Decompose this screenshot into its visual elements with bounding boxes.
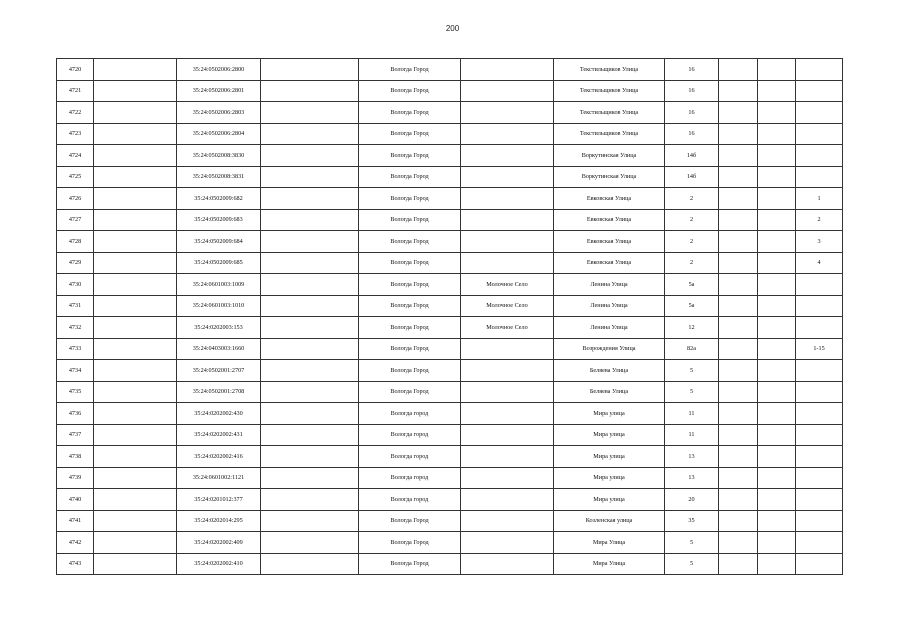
cell-cadastral-number: 35:24:0502009:682 — [177, 188, 261, 210]
cell-apartment — [796, 424, 843, 446]
cell-city: Вологда Город — [359, 553, 461, 575]
cell-street: Мира улица — [554, 467, 665, 489]
cell-building — [719, 274, 758, 296]
cell-structure — [758, 381, 796, 403]
cell-cadastral-number: 35:24:0502009:684 — [177, 231, 261, 253]
cell-row-number: 4735 — [57, 381, 94, 403]
cell-apartment — [796, 295, 843, 317]
cell-empty — [94, 145, 177, 167]
cell-empty — [94, 102, 177, 124]
cell-building — [719, 252, 758, 274]
cell-city: Вологда город — [359, 446, 461, 468]
cell-settlement — [461, 209, 554, 231]
cell-empty — [261, 553, 359, 575]
cell-structure — [758, 80, 796, 102]
cell-empty — [261, 59, 359, 81]
cell-house: 14б — [665, 145, 719, 167]
cell-house: 16 — [665, 102, 719, 124]
cell-building — [719, 360, 758, 382]
table-row — [57, 317, 843, 339]
cell-structure — [758, 532, 796, 554]
cell-street: Ленина Улица — [554, 274, 665, 296]
table-row — [57, 424, 843, 446]
cell-settlement: Молочное Село — [461, 274, 554, 296]
cell-structure — [758, 145, 796, 167]
cell-house: 5 — [665, 532, 719, 554]
cell-settlement — [461, 403, 554, 425]
cell-building — [719, 424, 758, 446]
table-row — [57, 166, 843, 188]
cell-city: Вологда город — [359, 467, 461, 489]
cell-building — [719, 188, 758, 210]
cell-row-number: 4734 — [57, 360, 94, 382]
cell-street: Ленина Улица — [554, 295, 665, 317]
cell-settlement — [461, 188, 554, 210]
cell-settlement — [461, 338, 554, 360]
cell-structure — [758, 403, 796, 425]
cell-apartment — [796, 467, 843, 489]
cell-row-number: 4737 — [57, 424, 94, 446]
cell-street: Текстильщиков Улица — [554, 80, 665, 102]
cell-empty — [94, 510, 177, 532]
cell-row-number: 4728 — [57, 231, 94, 253]
cell-apartment — [796, 403, 843, 425]
cell-empty — [261, 317, 359, 339]
cell-empty — [261, 446, 359, 468]
cell-structure — [758, 252, 796, 274]
cell-house: 5 — [665, 381, 719, 403]
cell-cadastral-number: 35:24:0202003:153 — [177, 317, 261, 339]
cell-structure — [758, 467, 796, 489]
table-row — [57, 360, 843, 382]
cell-empty — [261, 489, 359, 511]
cell-structure — [758, 209, 796, 231]
cell-cadastral-number: 35:24:0502009:683 — [177, 209, 261, 231]
cell-house: 20 — [665, 489, 719, 511]
cell-city: Вологда Город — [359, 274, 461, 296]
cell-row-number: 4720 — [57, 59, 94, 81]
cell-street: Возрождения Улица — [554, 338, 665, 360]
cell-apartment: 1 — [796, 188, 843, 210]
cell-structure — [758, 274, 796, 296]
cell-empty — [94, 424, 177, 446]
table-row — [57, 489, 843, 511]
cell-apartment — [796, 59, 843, 81]
cell-building — [719, 381, 758, 403]
cell-building — [719, 553, 758, 575]
cell-settlement — [461, 252, 554, 274]
cell-row-number: 4733 — [57, 338, 94, 360]
cell-house: 16 — [665, 59, 719, 81]
cell-city: Вологда Город — [359, 145, 461, 167]
cell-apartment — [796, 274, 843, 296]
cell-building — [719, 446, 758, 468]
cell-city: Вологда Город — [359, 252, 461, 274]
table-row — [57, 188, 843, 210]
cell-empty — [94, 489, 177, 511]
page-number: 200 — [445, 24, 460, 33]
table-row — [57, 295, 843, 317]
table-row — [57, 553, 843, 575]
cell-city: Вологда Город — [359, 317, 461, 339]
cell-cadastral-number: 35:24:0502006:2800 — [177, 59, 261, 81]
cell-building — [719, 209, 758, 231]
cell-cadastral-number: 35:24:0502008:3831 — [177, 166, 261, 188]
cell-empty — [94, 338, 177, 360]
cell-empty — [261, 209, 359, 231]
cell-cadastral-number: 35:24:0202002:410 — [177, 553, 261, 575]
cell-house: 14б — [665, 166, 719, 188]
cell-house: 16 — [665, 80, 719, 102]
cell-empty — [94, 274, 177, 296]
cell-row-number: 4731 — [57, 295, 94, 317]
cell-settlement — [461, 446, 554, 468]
table-row — [57, 102, 843, 124]
cell-structure — [758, 231, 796, 253]
cell-building — [719, 80, 758, 102]
cell-city: Вологда Город — [359, 80, 461, 102]
cell-cadastral-number: 35:24:0202014:295 — [177, 510, 261, 532]
cell-settlement — [461, 231, 554, 253]
cell-row-number: 4725 — [57, 166, 94, 188]
cell-settlement — [461, 145, 554, 167]
cell-empty — [94, 166, 177, 188]
cell-apartment — [796, 381, 843, 403]
cell-city: Вологда Город — [359, 338, 461, 360]
cell-structure — [758, 446, 796, 468]
cell-apartment — [796, 317, 843, 339]
cell-cadastral-number: 35:24:0202002:431 — [177, 424, 261, 446]
cell-city: Вологда город — [359, 403, 461, 425]
cell-street: Воркутинская Улица — [554, 166, 665, 188]
cell-building — [719, 231, 758, 253]
cell-apartment — [796, 510, 843, 532]
cell-empty — [94, 317, 177, 339]
cell-row-number: 4722 — [57, 102, 94, 124]
cell-street: Евковская Улица — [554, 209, 665, 231]
cell-empty — [261, 360, 359, 382]
cell-row-number: 4742 — [57, 532, 94, 554]
cell-house: 12 — [665, 317, 719, 339]
table-row — [57, 80, 843, 102]
cell-street: Мира Улица — [554, 553, 665, 575]
cell-structure — [758, 295, 796, 317]
cell-cadastral-number: 35:24:0601002:1121 — [177, 467, 261, 489]
cell-building — [719, 317, 758, 339]
cell-empty — [261, 123, 359, 145]
cell-street: Евковская Улица — [554, 231, 665, 253]
table-row — [57, 209, 843, 231]
cell-empty — [94, 446, 177, 468]
cell-row-number: 4743 — [57, 553, 94, 575]
cell-settlement: Молочное Село — [461, 295, 554, 317]
cell-row-number: 4721 — [57, 80, 94, 102]
cell-cadastral-number: 35:24:0202002:416 — [177, 446, 261, 468]
cell-building — [719, 59, 758, 81]
table-row — [57, 532, 843, 554]
cell-structure — [758, 123, 796, 145]
cell-empty — [94, 80, 177, 102]
table-row — [57, 123, 843, 145]
cell-house: 82а — [665, 338, 719, 360]
cell-structure — [758, 489, 796, 511]
cell-apartment — [796, 166, 843, 188]
cell-empty — [94, 553, 177, 575]
cell-city: Вологда Город — [359, 532, 461, 554]
cell-row-number: 4739 — [57, 467, 94, 489]
cell-empty — [94, 381, 177, 403]
cell-apartment — [796, 553, 843, 575]
cell-structure — [758, 338, 796, 360]
cell-settlement — [461, 360, 554, 382]
cell-city: Вологда Город — [359, 123, 461, 145]
cell-empty — [261, 80, 359, 102]
registry-table-body — [57, 59, 843, 575]
cell-cadastral-number: 35:24:0502006:2801 — [177, 80, 261, 102]
cell-house: 16 — [665, 123, 719, 145]
cell-house: 5а — [665, 274, 719, 296]
cell-house: 2 — [665, 252, 719, 274]
cell-structure — [758, 317, 796, 339]
cell-street: Мира улица — [554, 446, 665, 468]
cell-empty — [261, 231, 359, 253]
cell-empty — [94, 59, 177, 81]
cell-house: 5 — [665, 360, 719, 382]
cell-empty — [261, 532, 359, 554]
cell-settlement: Молочное Село — [461, 317, 554, 339]
cell-cadastral-number: 35:24:0502001:2707 — [177, 360, 261, 382]
cell-settlement — [461, 553, 554, 575]
cell-empty — [94, 403, 177, 425]
cell-structure — [758, 188, 796, 210]
cell-settlement — [461, 467, 554, 489]
cell-empty — [94, 467, 177, 489]
cell-street: Мира улица — [554, 403, 665, 425]
cell-structure — [758, 102, 796, 124]
cell-apartment — [796, 489, 843, 511]
cell-street: Ленина Улица — [554, 317, 665, 339]
cell-house: 5а — [665, 295, 719, 317]
cell-building — [719, 489, 758, 511]
cell-street: Козленская улица — [554, 510, 665, 532]
cell-cadastral-number: 35:24:0502008:3830 — [177, 145, 261, 167]
cell-structure — [758, 510, 796, 532]
cell-house: 2 — [665, 209, 719, 231]
cell-empty — [94, 360, 177, 382]
cell-row-number: 4741 — [57, 510, 94, 532]
cell-street: Текстильщиков Улица — [554, 102, 665, 124]
cell-apartment — [796, 532, 843, 554]
cell-cadastral-number: 35:24:0601003:1009 — [177, 274, 261, 296]
cell-empty — [261, 403, 359, 425]
cell-cadastral-number: 35:24:0601003:1010 — [177, 295, 261, 317]
cell-settlement — [461, 489, 554, 511]
cell-city: Вологда Город — [359, 102, 461, 124]
cell-row-number: 4729 — [57, 252, 94, 274]
cell-row-number: 4724 — [57, 145, 94, 167]
table-row — [57, 252, 843, 274]
cell-cadastral-number: 35:24:0502009:685 — [177, 252, 261, 274]
cell-settlement — [461, 532, 554, 554]
cell-street: Мира улица — [554, 424, 665, 446]
cell-building — [719, 145, 758, 167]
table-row — [57, 59, 843, 81]
registry-table — [56, 58, 843, 575]
cell-settlement — [461, 510, 554, 532]
cell-street: Текстильщиков Улица — [554, 59, 665, 81]
cell-settlement — [461, 59, 554, 81]
cell-city: Вологда Город — [359, 295, 461, 317]
cell-apartment — [796, 446, 843, 468]
cell-empty — [94, 231, 177, 253]
cell-street: Беляева Улица — [554, 360, 665, 382]
cell-house: 5 — [665, 553, 719, 575]
cell-row-number: 4736 — [57, 403, 94, 425]
cell-empty — [261, 424, 359, 446]
cell-empty — [94, 209, 177, 231]
cell-cadastral-number: 35:24:0202002:430 — [177, 403, 261, 425]
cell-settlement — [461, 102, 554, 124]
cell-building — [719, 338, 758, 360]
cell-cadastral-number: 35:24:0201012:377 — [177, 489, 261, 511]
cell-street: Воркутинская Улица — [554, 145, 665, 167]
cell-building — [719, 123, 758, 145]
cell-row-number: 4740 — [57, 489, 94, 511]
cell-apartment — [796, 123, 843, 145]
cell-structure — [758, 166, 796, 188]
cell-house: 2 — [665, 231, 719, 253]
cell-apartment: 3 — [796, 231, 843, 253]
cell-structure — [758, 424, 796, 446]
cell-city: Вологда Город — [359, 360, 461, 382]
table-row — [57, 446, 843, 468]
cell-cadastral-number: 35:24:0403003:1660 — [177, 338, 261, 360]
cell-apartment: 4 — [796, 252, 843, 274]
cell-cadastral-number: 35:24:0202002:409 — [177, 532, 261, 554]
cell-settlement — [461, 123, 554, 145]
cell-row-number: 4727 — [57, 209, 94, 231]
cell-building — [719, 403, 758, 425]
cell-street: Мира улица — [554, 489, 665, 511]
cell-row-number: 4730 — [57, 274, 94, 296]
cell-empty — [261, 510, 359, 532]
cell-apartment — [796, 145, 843, 167]
cell-house: 11 — [665, 424, 719, 446]
cell-empty — [261, 295, 359, 317]
cell-settlement — [461, 166, 554, 188]
cell-apartment — [796, 102, 843, 124]
cell-row-number: 4732 — [57, 317, 94, 339]
cell-empty — [261, 102, 359, 124]
cell-city: Вологда Город — [359, 510, 461, 532]
cell-house: 13 — [665, 467, 719, 489]
cell-cadastral-number: 35:24:0502001:2708 — [177, 381, 261, 403]
cell-empty — [261, 338, 359, 360]
cell-building — [719, 166, 758, 188]
cell-empty — [261, 166, 359, 188]
cell-city: Вологда Город — [359, 166, 461, 188]
cell-empty — [94, 252, 177, 274]
cell-street: Беляева Улица — [554, 381, 665, 403]
cell-cadastral-number: 35:24:0502006:2804 — [177, 123, 261, 145]
table-row — [57, 381, 843, 403]
table-row — [57, 231, 843, 253]
cell-row-number: 4723 — [57, 123, 94, 145]
cell-street: Текстильщиков Улица — [554, 123, 665, 145]
cell-settlement — [461, 80, 554, 102]
cell-cadastral-number: 35:24:0502006:2803 — [177, 102, 261, 124]
cell-building — [719, 295, 758, 317]
cell-house: 35 — [665, 510, 719, 532]
cell-building — [719, 467, 758, 489]
cell-apartment — [796, 360, 843, 382]
cell-city: Вологда город — [359, 424, 461, 446]
cell-city: Вологда город — [359, 489, 461, 511]
table-row — [57, 403, 843, 425]
cell-empty — [94, 532, 177, 554]
cell-empty — [261, 145, 359, 167]
table-row — [57, 274, 843, 296]
cell-empty — [261, 381, 359, 403]
cell-apartment: 1-15 — [796, 338, 843, 360]
cell-row-number: 4738 — [57, 446, 94, 468]
cell-empty — [261, 274, 359, 296]
cell-street: Евковская Улица — [554, 252, 665, 274]
cell-structure — [758, 59, 796, 81]
table-row — [57, 338, 843, 360]
cell-street: Евковская Улица — [554, 188, 665, 210]
cell-empty — [94, 295, 177, 317]
cell-empty — [94, 188, 177, 210]
table-row — [57, 467, 843, 489]
cell-settlement — [461, 381, 554, 403]
cell-city: Вологда Город — [359, 59, 461, 81]
cell-street: Мира Улица — [554, 532, 665, 554]
table-row — [57, 510, 843, 532]
cell-empty — [261, 188, 359, 210]
table-row — [57, 145, 843, 167]
cell-empty — [261, 467, 359, 489]
cell-apartment: 2 — [796, 209, 843, 231]
cell-structure — [758, 360, 796, 382]
cell-house: 11 — [665, 403, 719, 425]
cell-city: Вологда Город — [359, 231, 461, 253]
cell-city: Вологда Город — [359, 381, 461, 403]
cell-empty — [94, 123, 177, 145]
cell-structure — [758, 553, 796, 575]
cell-building — [719, 510, 758, 532]
cell-building — [719, 102, 758, 124]
cell-house: 13 — [665, 446, 719, 468]
cell-settlement — [461, 424, 554, 446]
cell-house: 2 — [665, 188, 719, 210]
cell-city: Вологда Город — [359, 188, 461, 210]
cell-row-number: 4726 — [57, 188, 94, 210]
cell-apartment — [796, 80, 843, 102]
cell-empty — [261, 252, 359, 274]
cell-building — [719, 532, 758, 554]
cell-city: Вологда Город — [359, 209, 461, 231]
